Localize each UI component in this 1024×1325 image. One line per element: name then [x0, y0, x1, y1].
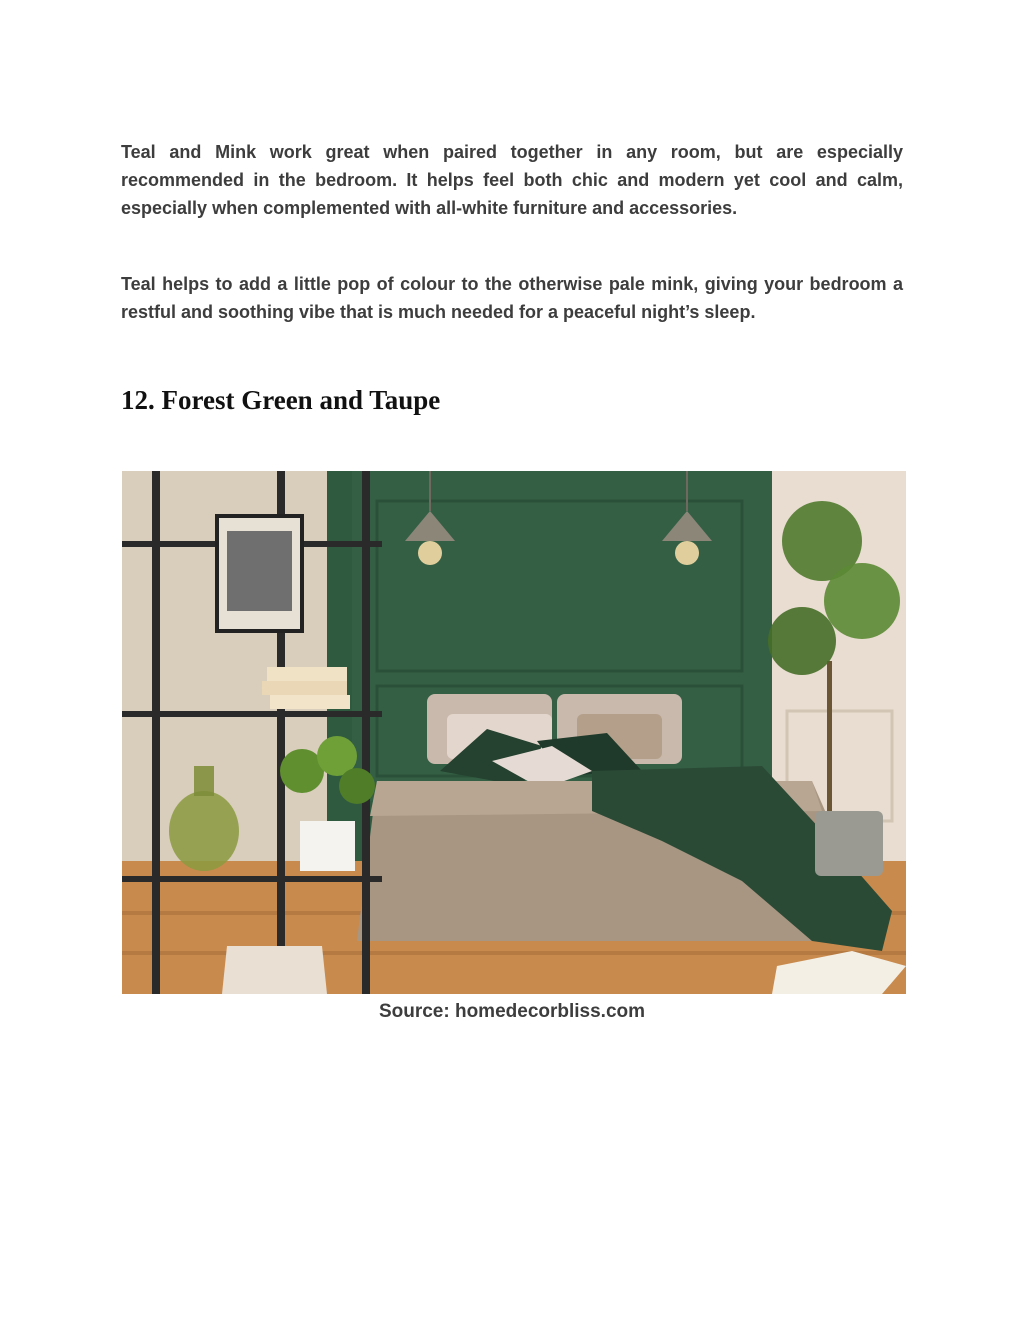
- bedroom-photo: [122, 471, 906, 994]
- paragraph-teal-mink-pairing: Teal and Mink work great when paired together in any room, but are especially recommended in the bedroom. It helps feel both chic and modern yet cool and calm, especially when complemented with all-white furniture and accessories.: [121, 142, 903, 218]
- section-heading: 12. Forest Green and Taupe: [121, 385, 441, 415]
- image-caption: Source: homedecorbliss.com: [378, 1001, 646, 1022]
- paragraph-teal-pop: Teal helps to add a little pop of colour to the otherwise pale mink, giving your bedroom a restful and soothing vibe that is much needed for a peaceful night’s sleep.: [121, 274, 903, 322]
